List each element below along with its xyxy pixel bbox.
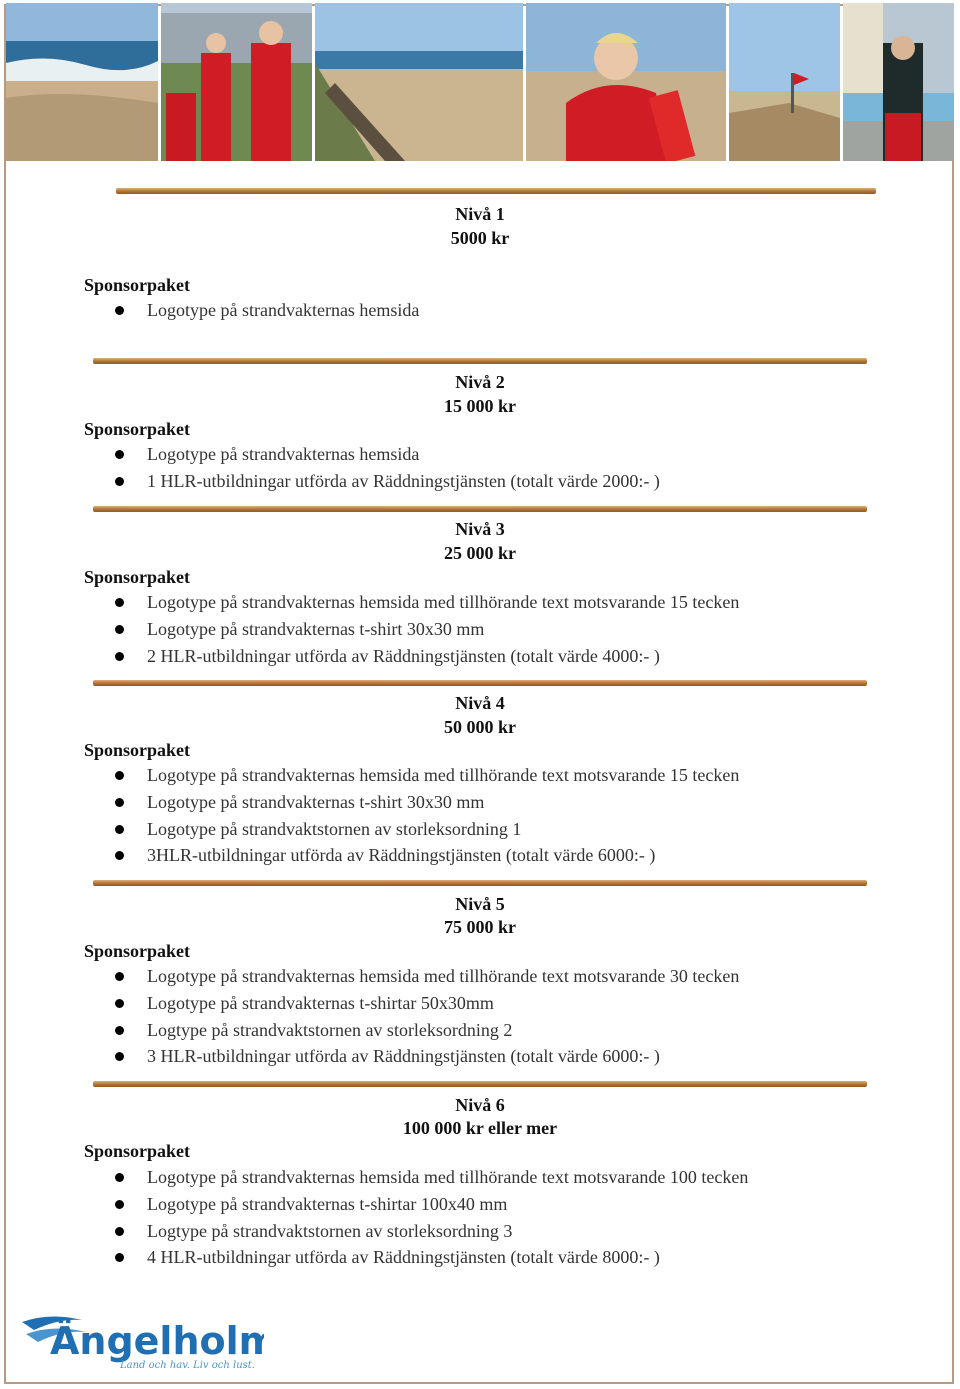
level-title: Nivå 2	[455, 372, 505, 392]
section-divider	[93, 880, 867, 886]
list-item: Logotype på strandvakternas hemsida med tillhörande text motsvarande 15 tecken	[0, 589, 739, 616]
package-label: Sponsorpaket	[84, 740, 191, 760]
package-label: Sponsorpaket	[84, 1141, 191, 1161]
list-item: Logotype på strandvakternas t-shirtar 100x40 mm	[0, 1191, 748, 1218]
package-label: Sponsorpaket	[84, 567, 191, 587]
level-title: Nivå 1	[455, 204, 505, 224]
package-list	[0, 762, 739, 869]
level-amount: 50 000 kr	[444, 717, 516, 737]
level-title: Nivå 4	[455, 693, 505, 713]
svg-text:Ängelholm: Ängelholm	[50, 1319, 264, 1363]
list-item: Logotype på strandvakternas t-shirtar 50x30mm	[0, 990, 739, 1017]
package-list	[0, 1164, 748, 1271]
package-label: Sponsorpaket	[84, 941, 191, 961]
list-item: Logotype på strandvakternas t-shirt 30x30 mm	[0, 616, 739, 643]
level-amount: 5000 kr	[450, 228, 510, 248]
package-list	[0, 963, 739, 1070]
angelholm-logo	[20, 1310, 264, 1372]
list-item: 2 HLR-utbildningar utförda av Räddningstjänsten (totalt värde 4000:- )	[0, 643, 739, 670]
beach-waves-photo	[6, 3, 158, 161]
section-divider	[93, 358, 867, 364]
list-item: Logtype på strandvaktstornen av storleksordning 3	[0, 1218, 748, 1245]
level-title: Nivå 6	[455, 1095, 505, 1115]
crowded-beach-photo	[315, 3, 523, 161]
list-item: Logotype på strandvakternas hemsida	[0, 297, 419, 324]
list-item: 3HLR-utbildningar utförda av Räddningstjänsten (totalt värde 6000:- )	[0, 842, 739, 869]
list-item: Logotype på strandvakternas hemsida med tillhörande text motsvarande 30 tecken	[0, 963, 739, 990]
photo-banner	[6, 3, 954, 161]
list-item: Logtype på strandvaktstornen av storleksordning 2	[0, 1017, 739, 1044]
section-divider	[93, 680, 867, 686]
package-label: Sponsorpaket	[84, 419, 191, 439]
list-item: Logotype på strandvakternas hemsida med tillhörande text motsvarande 15 tecken	[0, 762, 739, 789]
section-divider	[93, 1081, 867, 1087]
level-title: Nivå 3	[455, 519, 505, 539]
package-label: Sponsorpaket	[84, 275, 191, 295]
level-amount: 25 000 kr	[444, 543, 516, 563]
level-amount: 15 000 kr	[444, 396, 516, 416]
package-list	[0, 297, 419, 324]
lifeguards-group-photo	[161, 3, 312, 161]
list-item: 1 HLR-utbildningar utförda av Räddningstjänsten (totalt värde 2000:- )	[0, 468, 660, 495]
level-amount: 75 000 kr	[444, 917, 516, 937]
section-divider	[93, 506, 867, 512]
list-item: Logotype på strandvakternas t-shirt 30x30 mm	[0, 789, 739, 816]
level-title: Nivå 5	[455, 894, 505, 914]
package-list	[0, 441, 660, 495]
lifeguard-with-rescue-buoy-photo	[526, 3, 726, 161]
beach-flag-photo	[729, 3, 840, 161]
list-item: Logotype på strandvaktstornen av storleksordning 1	[0, 816, 739, 843]
list-item: Logotype på strandvakternas hemsida	[0, 441, 660, 468]
list-item: 3 HLR-utbildningar utförda av Räddningstjänsten (totalt värde 6000:- )	[0, 1043, 739, 1070]
level-amount: 100 000 kr eller mer	[402, 1118, 558, 1138]
pool-lifeguard-photo	[843, 3, 954, 161]
list-item: 4 HLR-utbildningar utförda av Räddningstjänsten (totalt värde 8000:- )	[0, 1244, 748, 1271]
package-list	[0, 589, 739, 669]
svg-text:Land och hav. Liv och lust.: Land och hav. Liv och lust.	[120, 1360, 255, 1371]
list-item: Logotype på strandvakternas hemsida med tillhörande text motsvarande 100 tecken	[0, 1164, 748, 1191]
section-divider	[116, 188, 876, 194]
